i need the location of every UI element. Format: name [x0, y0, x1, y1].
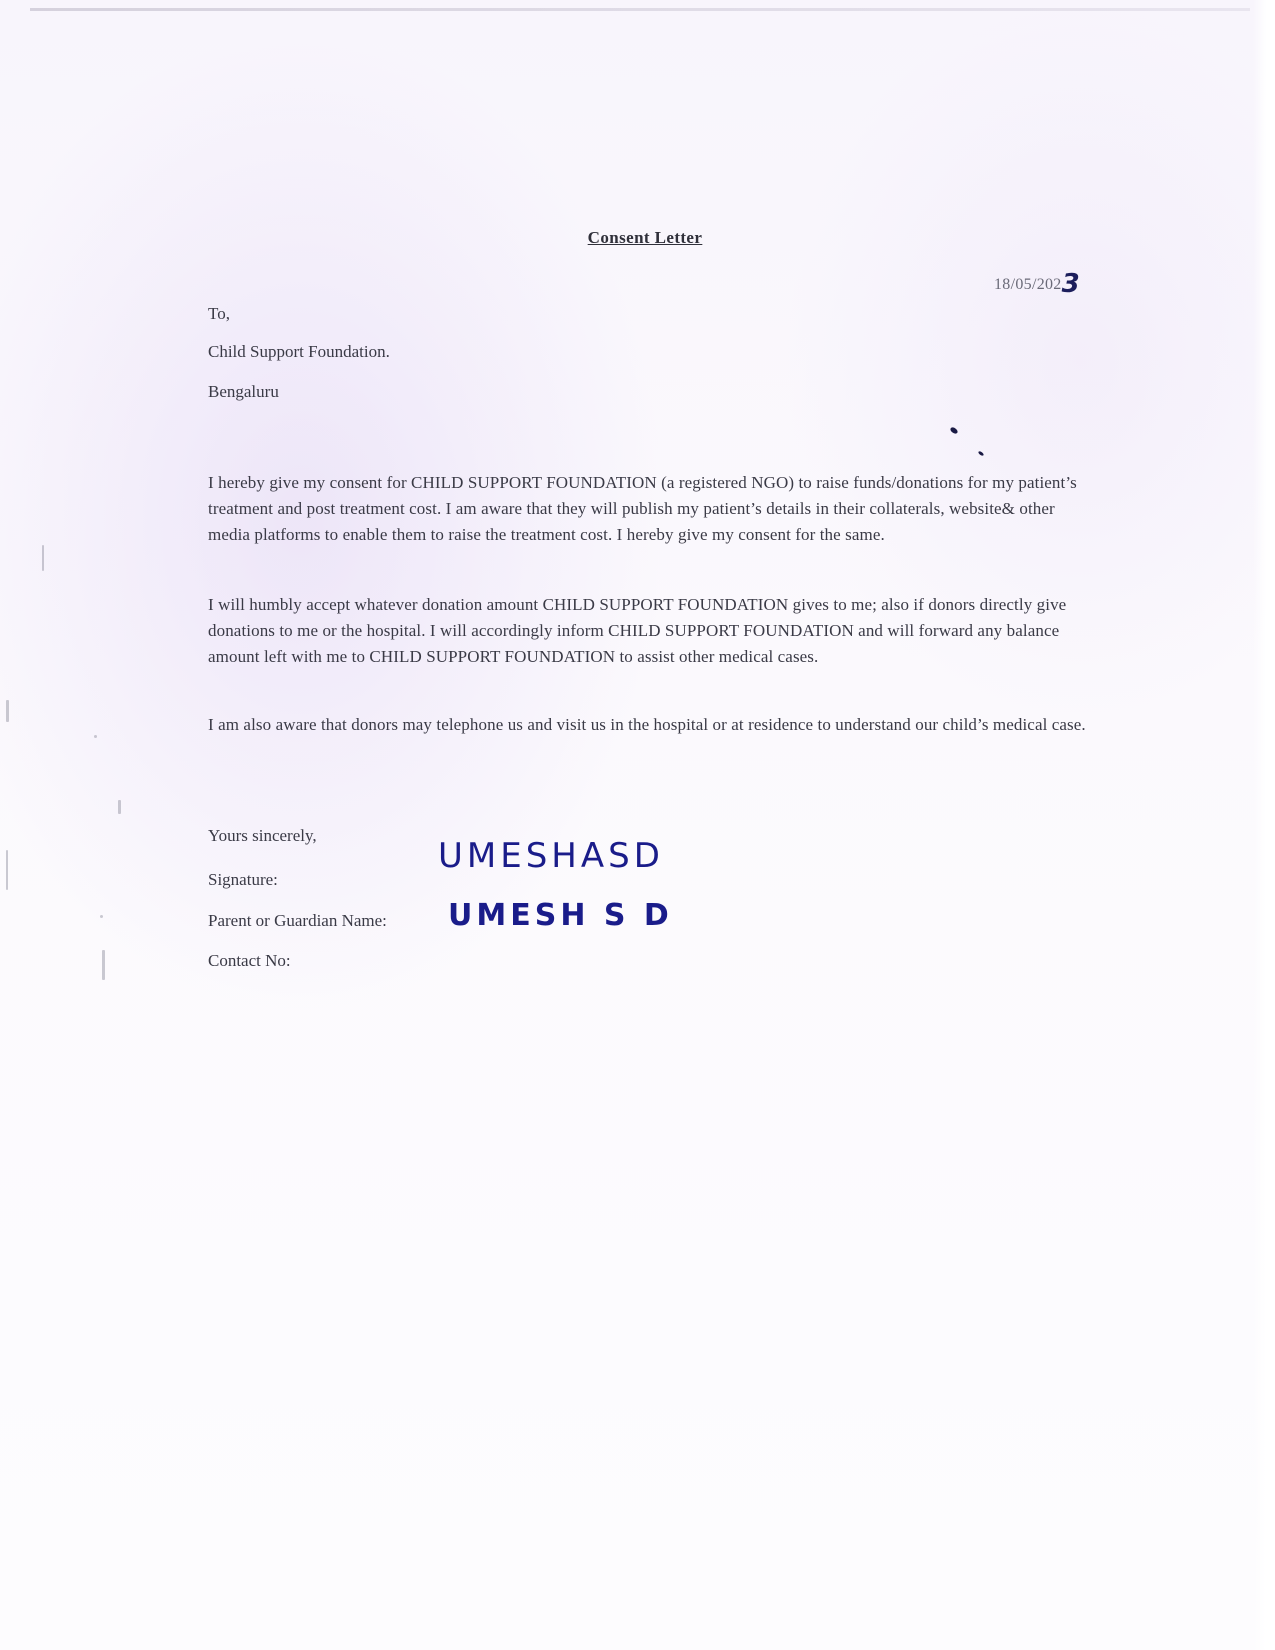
date-handwritten-digit: 3 — [1061, 269, 1080, 299]
consent-paragraph-1: I hereby give my consent for CHILD SUPPORT FOUNDATION (a registered NGO) to raise funds/donations for my patient’s treatment and post treatment cost. I am aware that they will publish my patient’s details in their collaterals, website& other media platforms to enable them to raise the treatment cost. I hereby give my consent for the same. — [208, 473, 1077, 544]
ink-mark — [978, 451, 985, 457]
signature-label: Signature: — [208, 870, 278, 889]
letter-title: Consent Letter — [587, 228, 703, 247]
ink-mark — [949, 426, 958, 435]
consent-paragraph-2: I will humbly accept whatever donation amount CHILD SUPPORT FOUNDATION gives to me; also if donors directly give donations to me or the hospital. I will accordingly inform CHILD SUPPORT FOUNDATION and will forward any balance amount left with me to CHILD SUPPORT FOUNDATION to assist other medical cases. — [208, 595, 1067, 666]
consent-paragraph-3: I am also aware that donors may telephone us and visit us in the hospital or at residence to understand our child’s medical case. — [208, 715, 1086, 734]
guardian-name-label: Parent or Guardian Name: — [208, 911, 387, 930]
handwritten-guardian-name: UMESH S D — [448, 898, 673, 933]
salutation: To, — [208, 304, 230, 323]
contact-label: Contact No: — [208, 951, 291, 970]
letter-date — [994, 266, 1080, 299]
recipient-city: Bengaluru — [208, 382, 279, 401]
scan-top-edge — [30, 8, 1250, 11]
handwritten-signature: UMESHASD — [438, 836, 664, 876]
closing: Yours sincerely, — [208, 826, 317, 845]
recipient-name: Child Support Foundation. — [208, 342, 390, 361]
date-printed: 18/05/202 — [994, 276, 1062, 293]
